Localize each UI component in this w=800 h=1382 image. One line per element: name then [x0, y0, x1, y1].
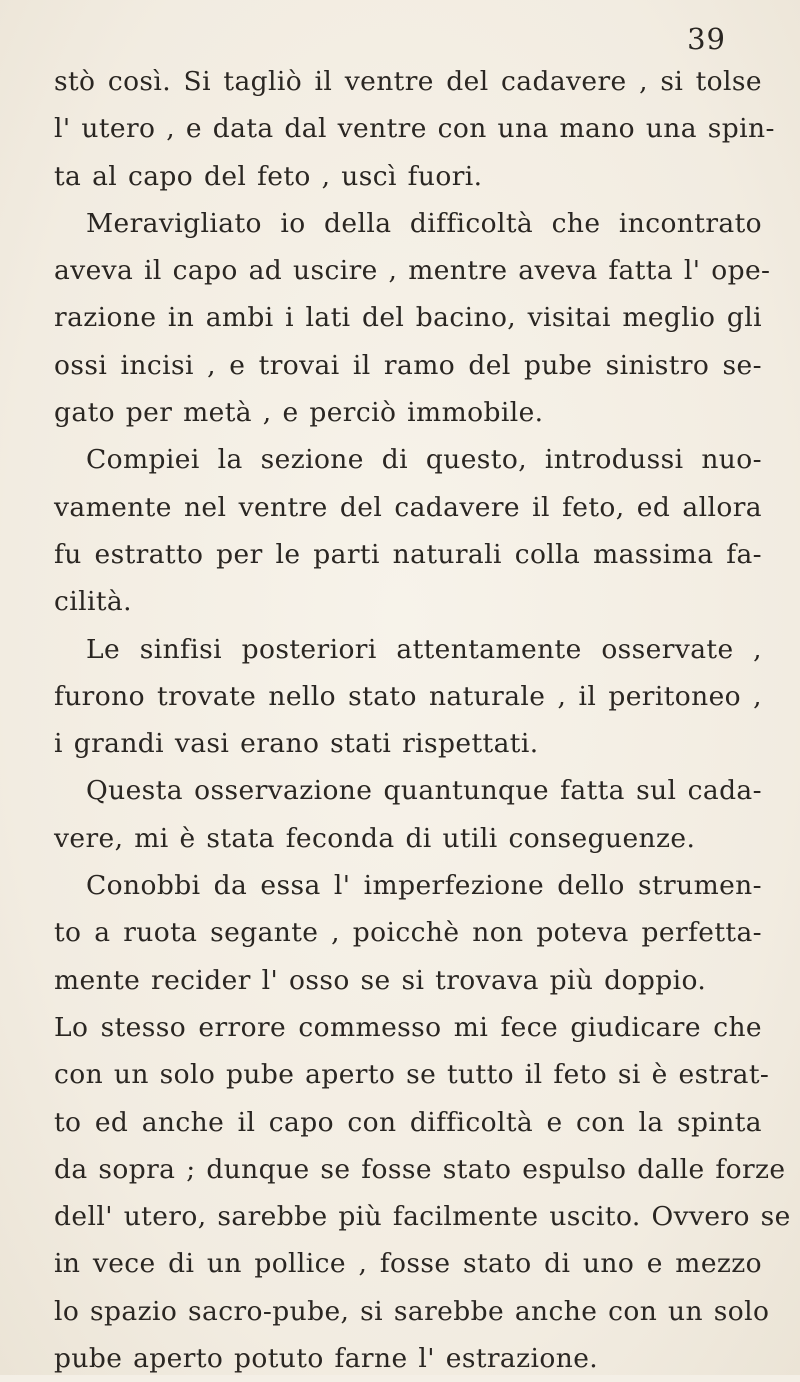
- text-line: da sopra ; dunque se fosse stato espulso dalle forze: [54, 1153, 786, 1185]
- text-line: in vece di un pollice , fosse stato di uno e mezzo: [54, 1248, 762, 1280]
- text-line: dell' utero, sarebbe più facilmente uscito. Ovvero se: [54, 1201, 791, 1233]
- text-line: Lo stesso errore commesso mi fece giudicare che: [54, 1011, 762, 1043]
- text-line: lo spazio sacro-pube, si sarebbe anche con un solo: [54, 1295, 770, 1327]
- text-line: Le sinfisi posteriori attentamente osservate ,: [86, 633, 762, 665]
- text-line: to ed anche il capo con difficoltà e con la spinta: [54, 1106, 762, 1138]
- text-line: con un solo pube aperto se tutto il feto si è estrat-: [54, 1059, 770, 1091]
- text-line: Questa osservazione quantunque fatta sul cada-: [86, 775, 762, 807]
- text-line: razione in ambi i lati del bacino, visitai meglio gli: [54, 302, 762, 334]
- text-line: l' utero , e data dal ventre con una mano una spin-: [54, 113, 775, 145]
- text-line: ta al capo del feto , uscì fuori.: [54, 160, 483, 192]
- text-line: mente recider l' osso se si trovava più doppio.: [54, 964, 707, 996]
- text-line: Conobbi da essa l' imperfezione dello strumen-: [86, 870, 762, 902]
- text-line: furono trovate nello stato naturale , il peritoneo ,: [54, 680, 762, 712]
- text-line: to a ruota segante , poicchè non poteva perfetta-: [54, 917, 762, 949]
- text-line: gato per metà , e perciò immobile.: [54, 397, 544, 429]
- text-line: vamente nel ventre del cadavere il feto, ed allora: [54, 491, 762, 523]
- text-line: stò così. Si tagliò il ventre del cadavere , si tolse: [54, 66, 762, 97]
- body-text: [54, 58, 791, 1382]
- text-line: cilità.: [54, 586, 132, 618]
- text-line: Compiei la sezione di questo, introdussi nuo-: [86, 444, 762, 476]
- text-line: ossi incisi , e trovai il ramo del pube sinistro se-: [54, 349, 762, 381]
- text-line: vere, mi è stata feconda di utili conseguenze.: [54, 822, 696, 854]
- page-number: 39: [687, 22, 726, 56]
- text-line: fu estratto per le parti naturali colla massima fa-: [54, 538, 762, 570]
- text-line: Meravigliato io della difficoltà che incontrato: [86, 207, 762, 239]
- text-line: aveva il capo ad uscire , mentre aveva fatta l' ope-: [54, 255, 771, 287]
- text-line: pube aperto potuto farne l' estrazione.: [54, 1343, 599, 1375]
- text-line: i grandi vasi erano stati rispettati.: [54, 728, 539, 760]
